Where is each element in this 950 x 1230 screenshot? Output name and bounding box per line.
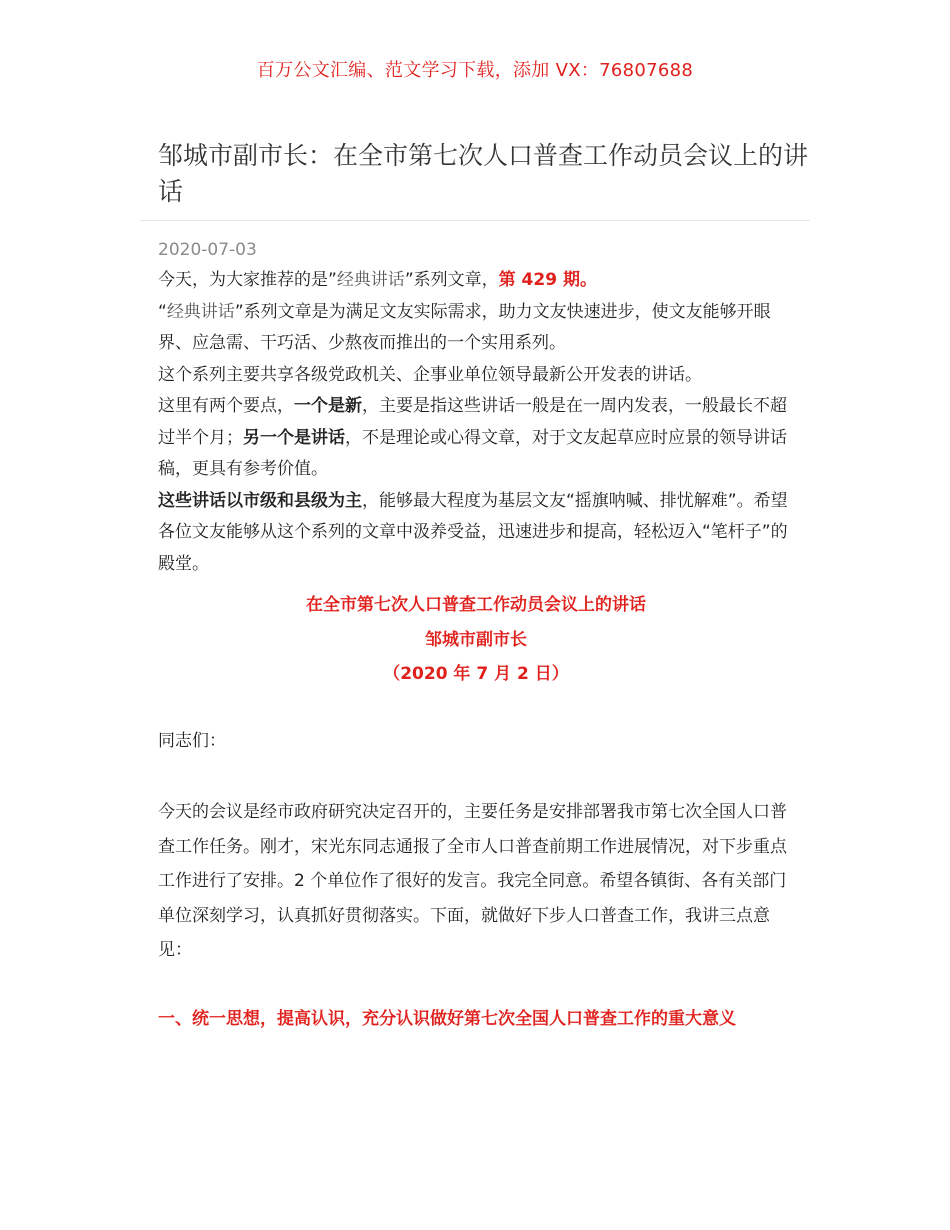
series-name: 经典讲话 — [336, 270, 405, 290]
article-title: 邹城市副市长：在全市第七次人口普查工作动员会议上的讲话 — [158, 141, 809, 206]
intro-paragraph-5 — [158, 486, 794, 581]
intro-paragraph-4 — [158, 391, 794, 486]
speech-author: 邹城市副市长 — [425, 630, 527, 650]
intro-text: 今天，为大家推荐的是” — [158, 270, 337, 290]
intro-text: 这里有两个要点， — [158, 396, 294, 416]
title-divider — [140, 220, 810, 221]
series-name: 经典讲话 — [166, 301, 235, 322]
intro-paragraph-3: 这个系列主要共享各级党政机关、企事业单位领导最新公开发表的讲话。 — [158, 364, 702, 385]
issue-number: 第 429 期。 — [498, 270, 597, 290]
speech-greeting: 同志们： — [158, 731, 226, 751]
intro-text: ，不是理论或心得文章，对于文友起草应时应景的领导讲话稿，更具有参考价值。 — [158, 427, 787, 479]
speech-date: （2020 年 7 月 2 日） — [383, 664, 569, 684]
intro-text: ，能够最大程度为基层文友“摇旗呐喊、排忧解难”。希望各位文友能够从这个系列的文章中汲养受益，迅速进步和提高，轻松迈入“笔杆子”的殿堂。 — [158, 490, 788, 574]
key-point-2: 另一个是讲话 — [243, 427, 345, 448]
speech-title: 在全市第七次人口普查工作动员会议上的讲话 — [306, 595, 646, 615]
intro-text: ”系列文章是为满足文友实际需求，助力文友快速进步，使文友能够开眼界、应急需、干巧活、少熬夜而推出的一个实用系列。 — [158, 301, 771, 353]
intro-paragraph-1 — [158, 265, 794, 297]
article-date: 2020-07-03 — [158, 240, 257, 260]
key-point-3: 这些讲话以市级和县级为主 — [158, 490, 362, 511]
intro-paragraph-2 — [158, 297, 794, 360]
section-heading: 一、统一思想，提高认识，充分认识做好第七次全国人口普查工作的重大意义 — [158, 1009, 736, 1029]
speech-paragraph: 今天的会议是经市政府研究决定召开的，主要任务是安排部署我市第七次全国人口普查工作任务。刚才，宋光东同志通报了全市人口普查前期工作进展情况，对下步重点工作进行了安排。2 个单位作了很好的发言。我完全同意。希望各镇街、各有关部门单位深刻学习，认真抓好贯彻落实。下面，就做好下步人口普查工作，我讲三点意见： — [158, 802, 787, 960]
intro-text: ，主要是指这些讲话一般是在一周内发表，一般最长不超过半个月； — [158, 396, 787, 448]
intro-section — [158, 265, 794, 580]
intro-text: ”系列文章， — [404, 270, 499, 290]
promo-banner: 百万公文汇编、范文学习下载，添加 VX：76807688 — [256, 60, 694, 81]
key-point-1: 一个是新 — [294, 396, 362, 416]
intro-text: “ — [158, 301, 167, 322]
